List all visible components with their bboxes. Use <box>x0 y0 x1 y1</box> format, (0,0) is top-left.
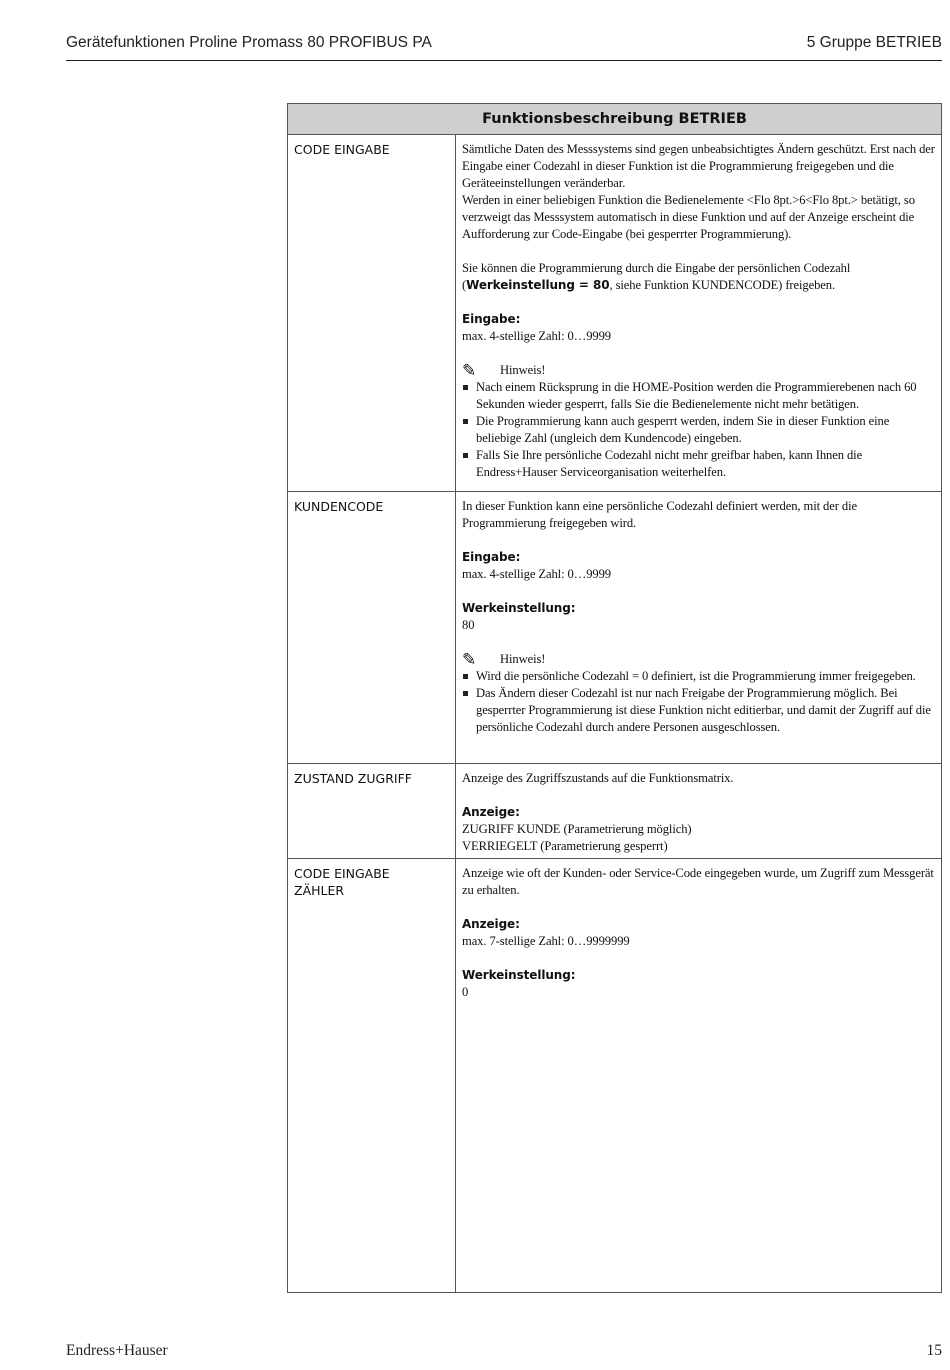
list-item: Wird die persönliche Codezahl = 0 definiert, ist die Programmierung immer freigegeben. <box>462 668 935 685</box>
function-name-line: ZÄHLER <box>294 883 345 898</box>
function-description <box>456 492 941 763</box>
input-value: max. 4-stellige Zahl: 0…9999 <box>462 567 611 581</box>
input-value: max. 4-stellige Zahl: 0…9999 <box>462 329 611 343</box>
note-list <box>462 668 935 736</box>
display-value: ZUGRIFF KUNDE (Parametrierung möglich) <box>462 822 692 836</box>
display-value: max. 7-stellige Zahl: 0…9999999 <box>462 934 630 948</box>
input-label: Eingabe: <box>462 550 521 564</box>
paragraph: Sämtliche Daten des Messsystems sind gegen unbeabsichtigtes Ändern geschützt. Erst nach der Eingabe einer Codezahl in dieser Funktion ist die Programmierung freigegeben und die Geräteeinstellungen veränderbar. <box>462 142 935 190</box>
footer-brand: Endress+Hauser <box>66 1342 168 1359</box>
row-code-eingabe-zaehler <box>288 859 941 1293</box>
note-label: Hinweis! <box>500 363 546 377</box>
function-name-line: CODE EINGABE <box>294 866 390 881</box>
default-value: 0 <box>462 985 469 999</box>
paragraph: Werden in einer beliebigen Funktion die Bedienelemente <Flo 8pt.>6<Flo 8pt.> betätigt, so verzweigt das Messsystem automatisch in diese Funktion und auf der Anzeige erscheint die Aufforderung zur Code-Eingabe (bei gesperrter Programmierung). <box>462 193 915 241</box>
list-item: Falls Sie Ihre persönliche Codezahl nicht mehr greifbar haben, kann Ihnen die Endress+Hauser Serviceorganisation weiterhelfen. <box>462 447 935 481</box>
function-description <box>456 135 941 491</box>
default-value: 80 <box>462 618 475 632</box>
row-kundencode <box>288 492 941 764</box>
paragraph <box>462 260 935 294</box>
function-description <box>456 859 941 1293</box>
function-name: KUNDENCODE <box>288 492 456 763</box>
function-name <box>288 859 456 1293</box>
display-value: VERRIEGELT (Parametrierung gesperrt) <box>462 839 668 853</box>
text: Sie können die Programmierung durch die Eingabe der persönlichen Codezahl ( <box>462 261 851 292</box>
header-section: 5 Gruppe BETRIEB <box>806 34 942 51</box>
note-header <box>462 651 935 668</box>
page-header <box>66 32 942 61</box>
note-list <box>462 379 935 481</box>
note-label: Hinweis! <box>500 652 546 666</box>
function-name: CODE EINGABE <box>288 135 456 491</box>
function-description <box>456 764 941 858</box>
paragraph: In dieser Funktion kann eine persönliche Codezahl definiert werden, mit der die Programmierung freigegeben wird. <box>462 499 857 530</box>
paragraph: Anzeige des Zugriffszustands auf die Funktionsmatrix. <box>462 771 734 785</box>
paragraph: Anzeige wie oft der Kunden- oder Service-Code eingegeben wurde, um Zugriff zum Messgerät zu erhalten. <box>462 866 934 897</box>
row-code-eingabe <box>288 135 941 492</box>
default-label: Werkeinstellung: <box>462 601 576 615</box>
bold-text: Werkeinstellung = 80 <box>466 278 610 292</box>
input-label: Eingabe: <box>462 312 521 326</box>
pencil-note-icon: ✎ <box>462 650 477 669</box>
display-label: Anzeige: <box>462 917 520 931</box>
default-label: Werkeinstellung: <box>462 968 576 982</box>
list-item: Nach einem Rücksprung in die HOME-Position werden die Programmierebenen nach 60 Sekunden wieder gesperrt, falls Sie die Bedienelemente nicht mehr betätigen. <box>462 379 935 413</box>
pencil-note-icon: ✎ <box>462 361 477 380</box>
list-item: Die Programmierung kann auch gesperrt werden, indem Sie in dieser Funktion eine beliebige Zahl (ungleich dem Kundencode) eingeben. <box>462 413 935 447</box>
note-header <box>462 362 935 379</box>
page-number: 15 <box>926 1342 942 1359</box>
table-title: Funktionsbeschreibung BETRIEB <box>288 104 941 135</box>
function-table <box>287 103 942 1293</box>
display-label: Anzeige: <box>462 805 520 819</box>
list-item: Das Ändern dieser Codezahl ist nur nach Freigabe der Programmierung möglich. Bei gesperrter Programmierung ist diese Funktion nicht editierbar, und damit der Zugriff auf die persönliche Codezahl durch andere Personen ausgeschlossen. <box>462 685 935 736</box>
function-name: ZUSTAND ZUGRIFF <box>288 764 456 858</box>
row-zustand-zugriff <box>288 764 941 859</box>
header-title: Gerätefunktionen Proline Promass 80 PROFIBUS PA <box>66 34 432 51</box>
text: , siehe Funktion KUNDENCODE) freigeben. <box>609 278 836 292</box>
